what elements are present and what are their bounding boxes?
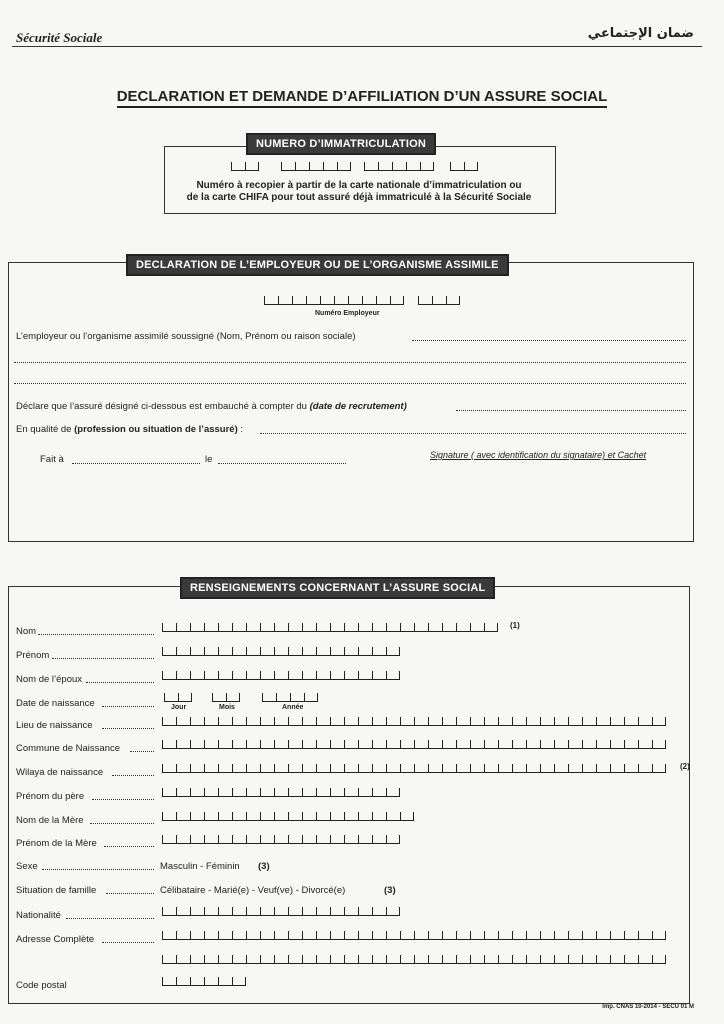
commune-naissance-label: Commune de Naissance xyxy=(16,743,121,754)
prenom-mere-dots xyxy=(104,846,154,847)
sexe-note: (3) xyxy=(258,861,270,872)
immat-note-2: de la carte CHIFA pour tout assuré déjà immatriculé à la Sécurité Sociale xyxy=(186,192,532,203)
adresse-label: Adresse Complète xyxy=(16,934,95,945)
soussigne-label: L’employeur ou l’organisme assimilé soussigné (Nom, Prénom ou raison sociale) xyxy=(16,331,356,342)
sexe-dots xyxy=(42,869,154,870)
signature-label: Signature ( avec identification du signataire) et Cachet xyxy=(430,450,647,460)
code-postal-label: Code postal xyxy=(16,980,67,991)
wilaya-note: (2) xyxy=(680,762,690,771)
fait-a-field[interactable] xyxy=(72,463,200,464)
soussigne-field-3[interactable] xyxy=(14,383,686,384)
date-recrutement-field[interactable] xyxy=(456,410,686,411)
jour-cells[interactable] xyxy=(164,693,192,702)
nom-epoux-dots xyxy=(86,682,154,683)
nom-epoux-label: Nom de l’époux xyxy=(16,674,83,685)
sexe-options[interactable]: Masculin - Féminin xyxy=(160,861,240,872)
adresse-cells-2[interactable] xyxy=(162,955,666,964)
employeur-number-cells[interactable] xyxy=(264,296,404,305)
nom-note: (1) xyxy=(510,621,520,630)
nationalite-label: Nationalité xyxy=(16,910,61,921)
employeur-banner: DECLARATION DE L’EMPLOYEUR OU DE L’ORGANISME ASSIMILE xyxy=(126,254,509,276)
adresse-cells-1[interactable] xyxy=(162,931,666,940)
header-divider xyxy=(12,46,702,47)
immat-cells-1[interactable] xyxy=(231,162,259,171)
mois-label: Mois xyxy=(219,704,235,711)
date-naissance-label: Date de naissance xyxy=(16,698,95,709)
qualite-label xyxy=(16,424,243,435)
soussigne-field-2[interactable] xyxy=(14,362,686,363)
prenom-pere-label: Prénom du père xyxy=(16,791,85,802)
nom-mere-label: Nom de la Mère xyxy=(16,815,84,826)
header-right: ضمان الإجتماعي xyxy=(587,26,694,41)
employeur-number-label: Numéro Employeur xyxy=(315,310,380,317)
date-naissance-dots xyxy=(102,706,154,707)
jour-label: Jour xyxy=(171,704,187,711)
nom-label: Nom xyxy=(16,626,37,637)
situation-options[interactable]: Célibataire - Marié(e) - Veuf(ve) - Divorcé(e) xyxy=(160,885,346,896)
code-postal-cells[interactable] xyxy=(162,977,246,986)
qualite-field[interactable] xyxy=(260,433,686,434)
sexe-label: Sexe xyxy=(16,861,38,872)
nom-epoux-cells[interactable] xyxy=(162,671,400,680)
immatriculation-banner: NUMERO D’IMMATRICULATION xyxy=(246,133,436,155)
le-label: le xyxy=(205,454,213,465)
prenom-label: Prénom xyxy=(16,650,50,661)
declare-text: Déclare que l’assuré désigné ci-dessous est embauché à compter du xyxy=(16,401,307,412)
nom-mere-dots xyxy=(90,823,154,824)
wilaya-naissance-dots xyxy=(112,775,154,776)
declare-label xyxy=(16,401,407,412)
wilaya-naissance-cells[interactable] xyxy=(162,764,666,773)
declare-date-label: (date de recrutement) xyxy=(309,401,407,412)
nationalite-cells[interactable] xyxy=(162,907,400,916)
immat-cells-4[interactable] xyxy=(450,162,478,171)
commune-naissance-dots xyxy=(130,751,154,752)
page-title xyxy=(0,88,724,105)
wilaya-naissance-label: Wilaya de naissance xyxy=(16,767,104,778)
le-field[interactable] xyxy=(218,463,346,464)
prenom-mere-label: Prénom de la Mère xyxy=(16,838,97,849)
prenom-pere-dots xyxy=(92,799,154,800)
lieu-naissance-label: Lieu de naissance xyxy=(16,720,93,731)
prenom-mere-cells[interactable] xyxy=(162,835,400,844)
nom-cells[interactable] xyxy=(162,623,498,632)
situation-label: Situation de famille xyxy=(16,885,97,896)
header-left: Sécurité Sociale xyxy=(16,30,103,45)
annee-cells[interactable] xyxy=(262,693,318,702)
assure-banner: RENSEIGNEMENTS CONCERNANT L’ASSURE SOCIAL xyxy=(180,577,495,599)
nationalite-dots xyxy=(66,918,154,919)
fait-a-label: Fait à xyxy=(40,454,64,465)
situation-dots xyxy=(106,893,154,894)
immat-cells-2[interactable] xyxy=(281,162,351,171)
nom-dots xyxy=(38,634,154,635)
annee-label: Année xyxy=(282,704,304,711)
qualite-colon: : xyxy=(240,424,244,435)
mois-cells[interactable] xyxy=(212,693,240,702)
qualite-bold: (profession ou situation de l’assuré) xyxy=(74,424,238,435)
immat-note-1: Numéro à recopier à partir de la carte nationale d’immatriculation ou xyxy=(196,180,522,191)
qualite-text: En qualité de xyxy=(16,424,72,435)
prenom-cells[interactable] xyxy=(162,647,400,656)
nom-mere-cells[interactable] xyxy=(162,812,414,821)
lieu-naissance-cells[interactable] xyxy=(162,717,666,726)
adresse-dots xyxy=(102,942,154,943)
page-title-text: DECLARATION ET DEMANDE D’AFFILIATION D’UN ASSURE SOCIAL xyxy=(117,88,608,108)
prenom-dots xyxy=(52,658,154,659)
immat-cells-3[interactable] xyxy=(364,162,434,171)
footer-ref: Imp. CNAS 10-2014 - SECU 01 M xyxy=(602,1004,694,1010)
lieu-naissance-dots xyxy=(102,728,154,729)
prenom-pere-cells[interactable] xyxy=(162,788,400,797)
soussigne-field-1[interactable] xyxy=(412,340,686,341)
employeur-number-key-cells[interactable] xyxy=(418,296,460,305)
commune-naissance-cells[interactable] xyxy=(162,740,666,749)
situation-note: (3) xyxy=(384,885,396,896)
